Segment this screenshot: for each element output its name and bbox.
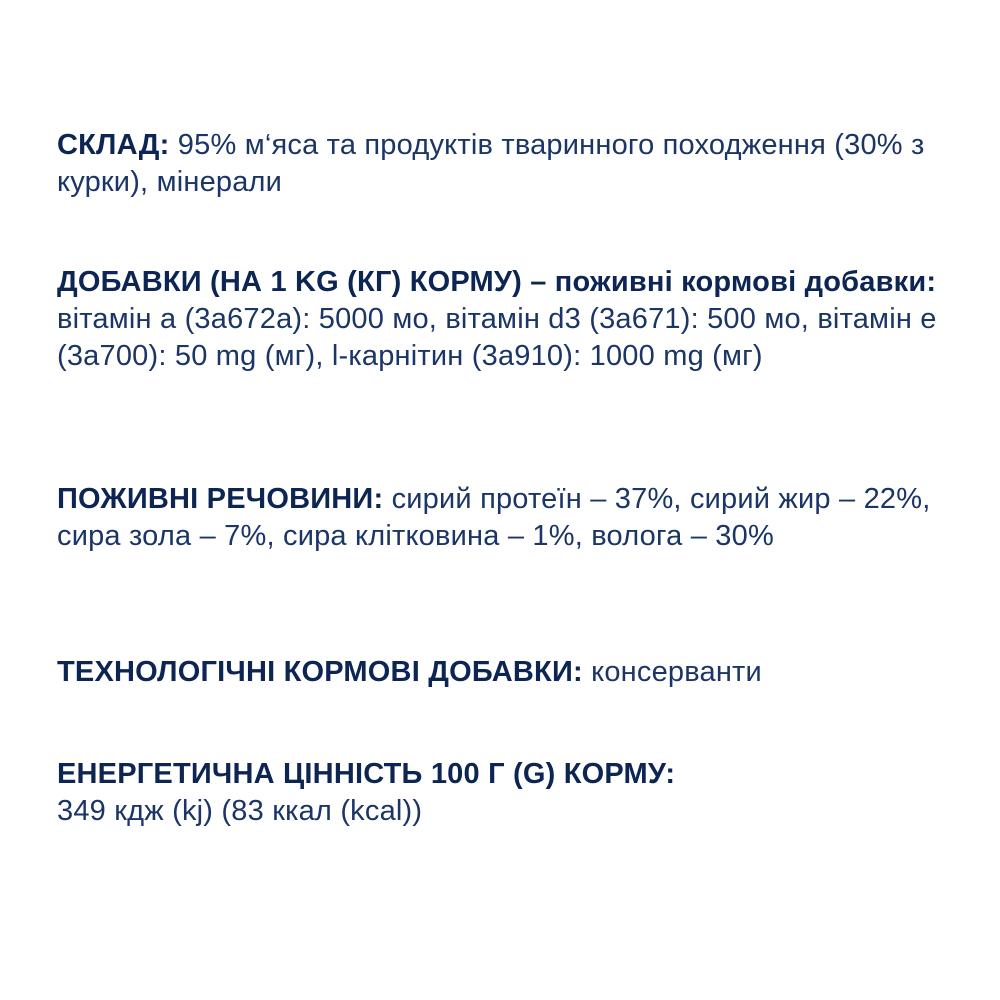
energy-label: ЕНЕРГЕТИЧНА ЦІННІСТЬ 100 Г (G) КОРМУ:: [57, 758, 676, 790]
additives-label: ДОБАВКИ (НА 1 KG (КГ) КОРМУ) – поживні кормові добавки:: [57, 266, 937, 298]
composition-section: [57, 127, 947, 201]
composition-value: 95% м‘яса та продуктів тваринного походження (30% з курки), мінерали: [57, 129, 925, 198]
nutrients-section: [57, 481, 947, 555]
composition-label: СКЛАД:: [57, 129, 170, 161]
additives-section: [57, 264, 947, 375]
energy-section: [57, 756, 947, 830]
nutrients-label: ПОЖИВНІ РЕЧОВИНИ:: [57, 483, 384, 515]
technological-additives-label: ТЕХНОЛОГІЧНІ КОРМОВІ ДОБАВКИ:: [57, 656, 583, 688]
energy-value: 349 кдж (kj) (83 ккал (kcal)): [57, 795, 423, 827]
nutrients-value: сирий протеїн – 37%, сирий жир – 22%, сира зола – 7%, сира клітковина – 1%, волога – 30%: [57, 483, 931, 552]
technological-additives-section: [57, 654, 947, 691]
technological-additives-value: консерванти: [582, 656, 762, 688]
additives-value: вітамін а (3а672а): 5000 мо, вітамін d3 (3а671): 500 мо, вітамін е (3а700): 50 mg (мг), l-карнітин (3а910): 1000 mg (мг): [57, 303, 937, 372]
